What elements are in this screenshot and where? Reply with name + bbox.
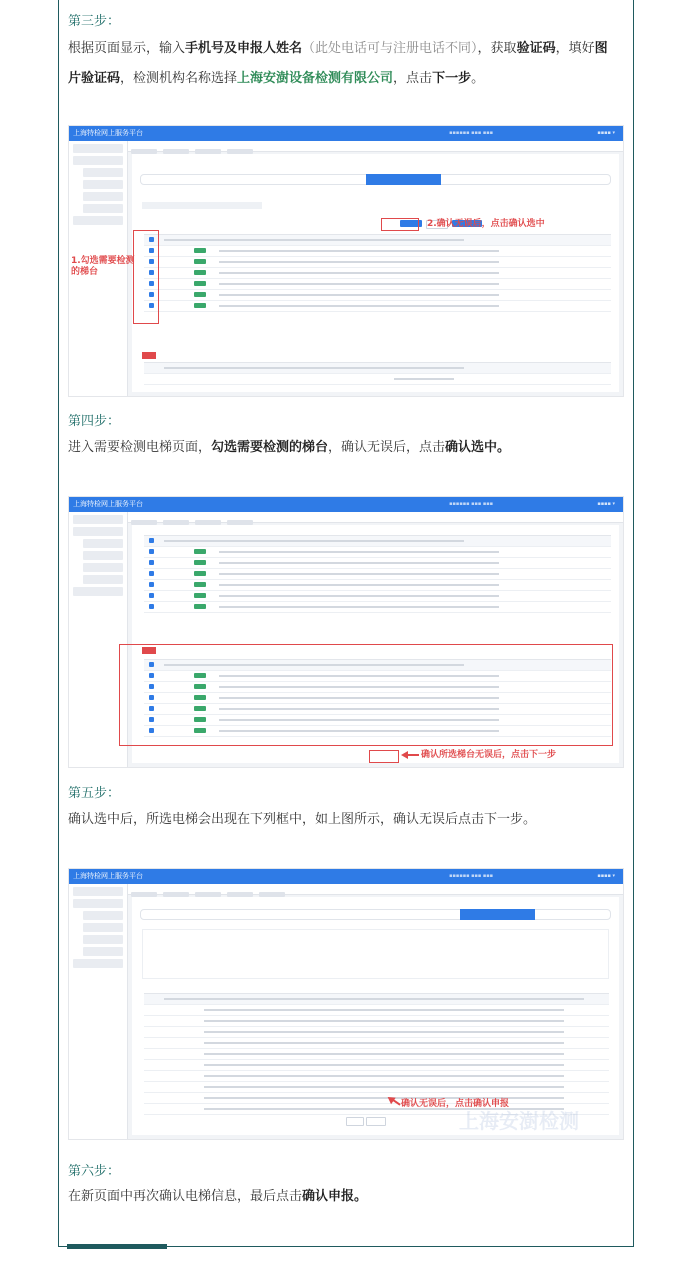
annotation-declare: 确认无误后，点击确认申报: [401, 1099, 510, 1109]
annotation-select: 1.勾选需要检测的梯台: [71, 256, 135, 277]
step4-title: 第四步：: [68, 414, 121, 429]
step6-text: 在新页面中再次确认电梯信息，最后点击确认申报。: [68, 1189, 368, 1204]
app-tabs: [128, 884, 623, 895]
app-tabs: [128, 141, 623, 152]
app-tabs: [128, 512, 623, 523]
watermark-text: 上海安澍检测: [459, 1109, 579, 1133]
app-sidebar: [69, 884, 128, 1139]
step5-text: 确认选中后，所选电梯会出现在下列框中，如上图所示，确认无误后点击下一步。: [68, 812, 537, 827]
step6-title: 第六步：: [68, 1164, 121, 1179]
step5-title: 第五步：: [68, 786, 121, 801]
annotation-confirm: 2.确认无误后，点击确认选中: [427, 219, 545, 229]
screenshot-select-elevators: 上海特检网上服务平台 ▪▪▪▪▪▪ ▪▪▪ ▪▪▪ ▪▪▪▪ ▾ 1.勾选需要检测的梯台 2.确认无误后，点击确认选中: [68, 125, 624, 397]
screenshot-confirm-selection: 上海特检网上服务平台 ▪▪▪▪▪▪ ▪▪▪ ▪▪▪ ▪▪▪▪ ▾ 确认所选梯台无误后，点击下一步: [68, 496, 624, 768]
highlight-checkboxes: [133, 230, 159, 324]
highlight-confirm-button: [381, 218, 419, 231]
app-title: 上海特检网上服务平台: [73, 129, 143, 137]
screenshot-confirm-declare: 上海特检网上服务平台 ▪▪▪▪▪▪ ▪▪▪ ▪▪▪ ▪▪▪▪ ▾ 上海安澍检测 确认无误后，点击确认申报: [68, 868, 624, 1140]
highlight-next-button: [369, 750, 399, 763]
bottom-accent-bar: [67, 1244, 167, 1249]
app-title: 上海特检网上服务平台: [73, 872, 143, 880]
app-title: 上海特检网上服务平台: [73, 500, 143, 508]
annotation-next: 确认所选梯台无误后，点击下一步: [421, 750, 557, 760]
step3-text: 根据页面显示，输入手机号及申报人姓名（此处电话可与注册电话不同），获取验证码，填好图片验证码，检测机构名称选择上海安澍设备检测有限公司，点击下一步。: [68, 41, 608, 86]
step4-text: 进入需要检测电梯页面，勾选需要检测的梯台，确认无误后，点击确认选中。: [68, 440, 511, 455]
step3-title: 第三步：: [68, 14, 121, 29]
company-name: 上海安澍设备检测有限公司: [237, 71, 394, 86]
highlight-selected-table: [119, 644, 613, 746]
app-main: [132, 154, 619, 392]
